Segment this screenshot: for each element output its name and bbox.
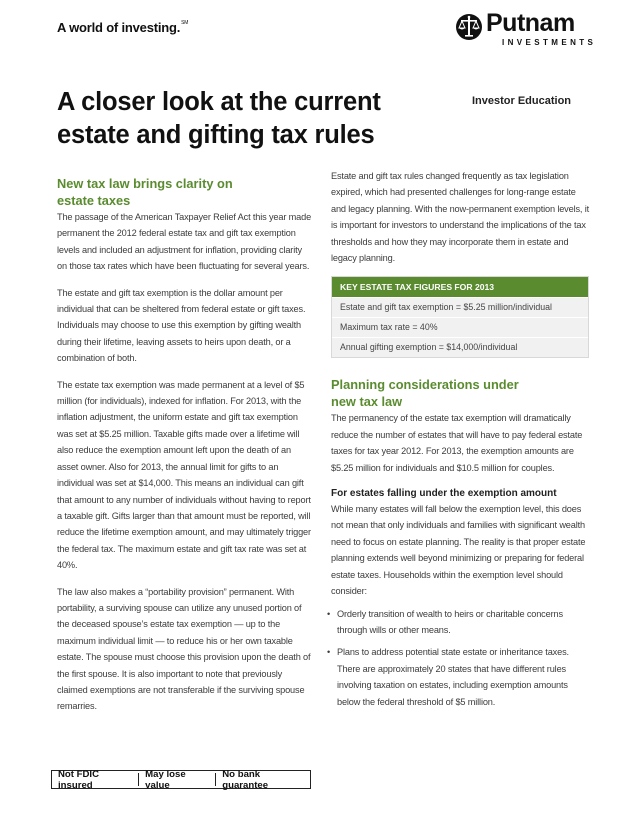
key-figure-row: Maximum tax rate = 40% xyxy=(332,317,588,337)
disclosure-item: No bank guarantee xyxy=(222,768,269,791)
logo-subtitle: INVESTMENTS xyxy=(502,38,597,47)
key-figure-row: Estate and gift tax exemption = $5.25 million/individual xyxy=(332,297,588,317)
paragraph: The estate tax exemption was made permanent at a level of $5 million (for individuals), indexed for inflation. For 2013, with the inflation adjustment, the uniform estate and gift tax exemption was set at $5.25 million. Taxable gifts made over a lifetime will also reduce the exemption amount left upon the death of an asset owner. Also for 2013, the annual limit for gifts to an individual was set at $14,000. This means an individual can gift that amount to any number of individuals without having to report a taxable gift. Gifts larger than that amount must be reported, will reduce the lifetime exemption amount, and may ultimately trigger the federal tax. The maximum estate and gift tax rate was set at 40%. xyxy=(57,379,311,571)
disclosure-item: Not FDIC insured xyxy=(58,768,100,791)
intro-paragraph: Estate and gift tax rules changed frequently as tax legislation expired, which had presented challenges for long-range estate and legacy planning. With the now-permanent exemption levels, it is important for investors to understand the implications of the tax thresholds and how they may incorporate them in estate and legacy planning. xyxy=(331,171,590,264)
right-column xyxy=(331,168,589,720)
page-title: A closer look at the current estate and gifting tax rules xyxy=(57,88,381,149)
section-heading: Planning considerations under new tax law xyxy=(331,377,519,410)
paragraph: The permanency of the estate tax exemption will dramatically reduce the number of estates that will have to pay federal estate taxes for tax year 2012. For 2013, the exemption amounts are $5.25 million for individuals and $10.5 million for couples. xyxy=(331,413,583,473)
paragraph: The estate and gift tax exemption is the dollar amount per individual that can be sheltered from federal estate or gift taxes. Individuals may choose to use this exemption by gifting wealth during their lifetime, leaving assets to heirs upon death, or a combination of both. xyxy=(57,287,306,364)
section-label: Investor Education xyxy=(472,95,572,107)
logo-name: Putnam xyxy=(486,9,575,37)
paragraph: While many estates will fall below the exemption level, this does not mean that only individuals and families with significant wealth need to focus on estate planning. The reality is that proper estate planning extends well beyond minimizing or preparing for federal estate taxes. Households within the exemption level should consider: xyxy=(331,504,586,597)
service-mark: SM xyxy=(181,20,189,26)
disclosure-footer xyxy=(51,770,311,789)
scales-of-justice-icon xyxy=(456,12,482,42)
bullet-item: • Plans to address potential state estate or inheritance taxes. There are approximately 20 states that have different rules involving taxation on estates, including exemption amounts below the federal threshold of $5 million. xyxy=(331,644,589,710)
left-column xyxy=(57,175,313,725)
paragraph: The passage of the American Taxpayer Relief Act this year made permanent the 2012 federal estate tax and gift tax exemption levels and included an adjustment for inflation, providing clarity on those tax rates which have been fluctuating for several years. xyxy=(57,212,312,272)
key-figures-heading: KEY ESTATE TAX FIGURES FOR 2013 xyxy=(332,277,588,297)
bullet-item: • Orderly transition of wealth to heirs or charitable concerns through wills or other means. xyxy=(331,606,589,639)
disclosure-item: May lose value xyxy=(145,768,186,791)
paragraph: The law also makes a “portability provision” permanent. With portability, a surviving spouse can utilize any unused portion of the deceased spouse’s estate tax exemption — up to the maximum individual limit — to reduce his or her own taxable estate. The spouse must choose this provision upon the death of the first spouse. It is also important to note that previously claimed exemptions are not transferable if the surviving spouse remarries. xyxy=(57,586,311,712)
putnam-logo xyxy=(456,9,606,48)
subsection-heading: For estates falling under the exemption amount xyxy=(331,488,557,500)
key-figures-box xyxy=(331,276,589,358)
tagline: A world of investing.℠ xyxy=(57,20,189,35)
key-figure-row: Annual gifting exemption = $14,000/individual xyxy=(332,337,588,357)
section-heading: New tax law brings clarity on estate taxes xyxy=(57,176,233,208)
